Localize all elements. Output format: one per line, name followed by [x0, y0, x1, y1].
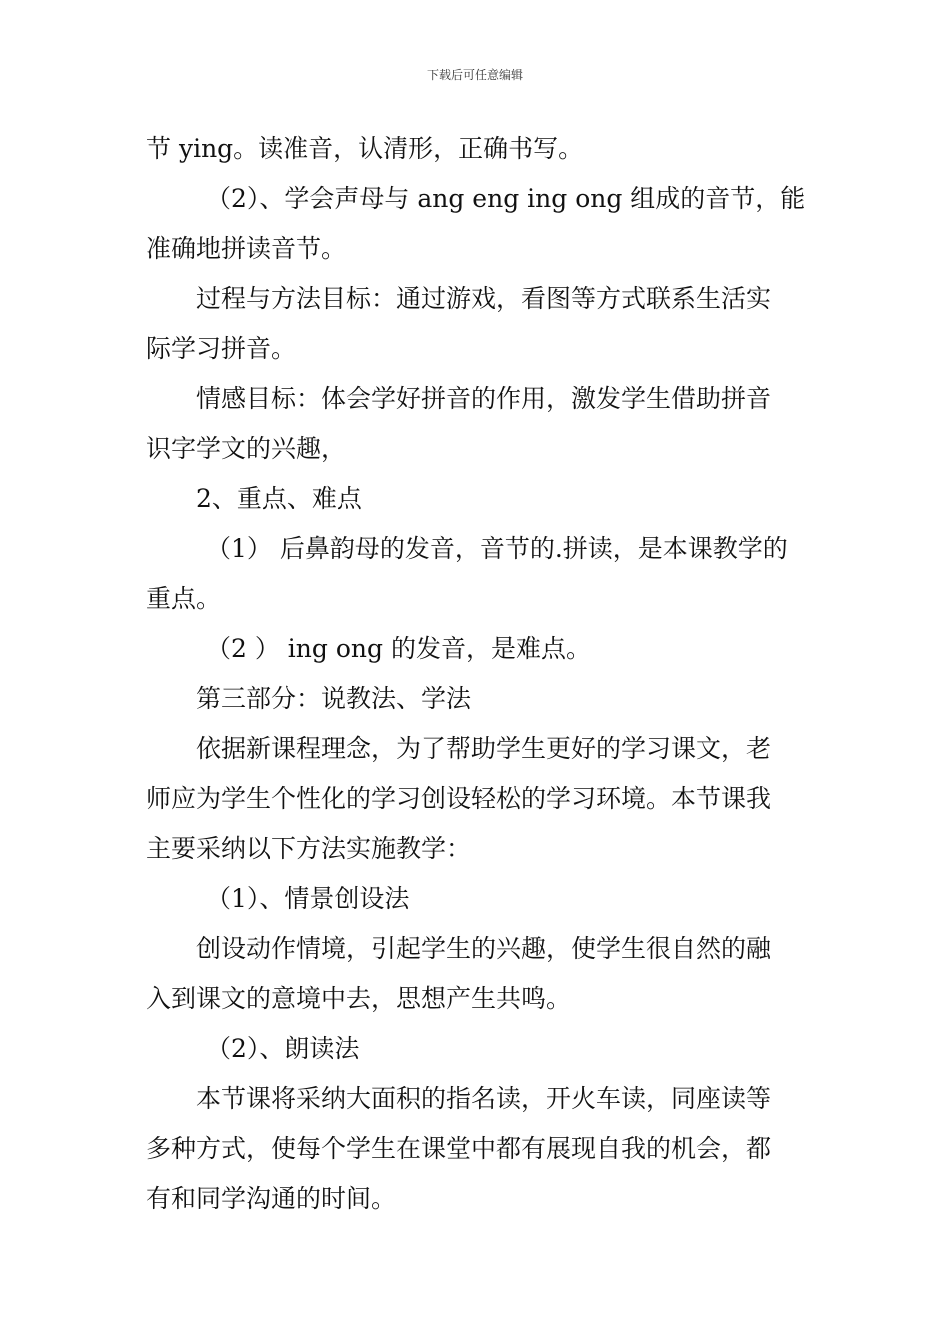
header-note: 下载后可任意编辑: [426, 68, 523, 82]
text-line: （2）、学会声母与 ang eng ing ong 组成的音节，能: [206, 184, 806, 213]
section-heading: 2、重点、难点: [196, 484, 362, 513]
text-line: 重点。: [146, 584, 222, 613]
text-line: 依据新课程理念，为了帮助学生更好的学习课文，老: [196, 734, 772, 763]
text-line: 准确地拼读音节。: [146, 234, 347, 263]
text-line: 入到课文的意境中去，思想产生共鸣。: [146, 984, 572, 1013]
text-line: 情感目标：体会学好拼音的作用，激发学生借助拼音: [196, 384, 772, 413]
section-heading: 第三部分：说教法、学法: [196, 684, 472, 713]
text-line: 有和同学沟通的时间。: [146, 1184, 397, 1213]
text-line: 本节课将采纳大面积的指名读，开火车读，同座读等: [196, 1084, 772, 1113]
text-line: 过程与方法目标：通过游戏，看图等方式联系生活实: [196, 284, 772, 313]
text-line: 师应为学生个性化的学习创设轻松的学习环境。本节课我: [146, 784, 772, 813]
text-line: 节 ying。读准音，认清形，正确书写。: [146, 134, 584, 163]
text-line: （1） 后鼻韵母的发音，音节的.拼读，是本课教学的: [206, 534, 788, 563]
subsection-heading: （1）、情景创设法: [206, 884, 410, 913]
text-line: 识字学文的兴趣，: [146, 434, 347, 463]
text-line: 际学习拼音。: [146, 334, 297, 363]
text-line: 主要采纳以下方法实施教学：: [146, 834, 472, 863]
text-line: （2 ） ing ong 的发音，是难点。: [206, 634, 591, 663]
subsection-heading: （2）、朗读法: [206, 1034, 360, 1063]
text-line: 创设动作情境，引起学生的兴趣，使学生很自然的融: [196, 934, 772, 963]
text-line: 多种方式，使每个学生在课堂中都有展现自我的机会，都: [146, 1134, 772, 1163]
